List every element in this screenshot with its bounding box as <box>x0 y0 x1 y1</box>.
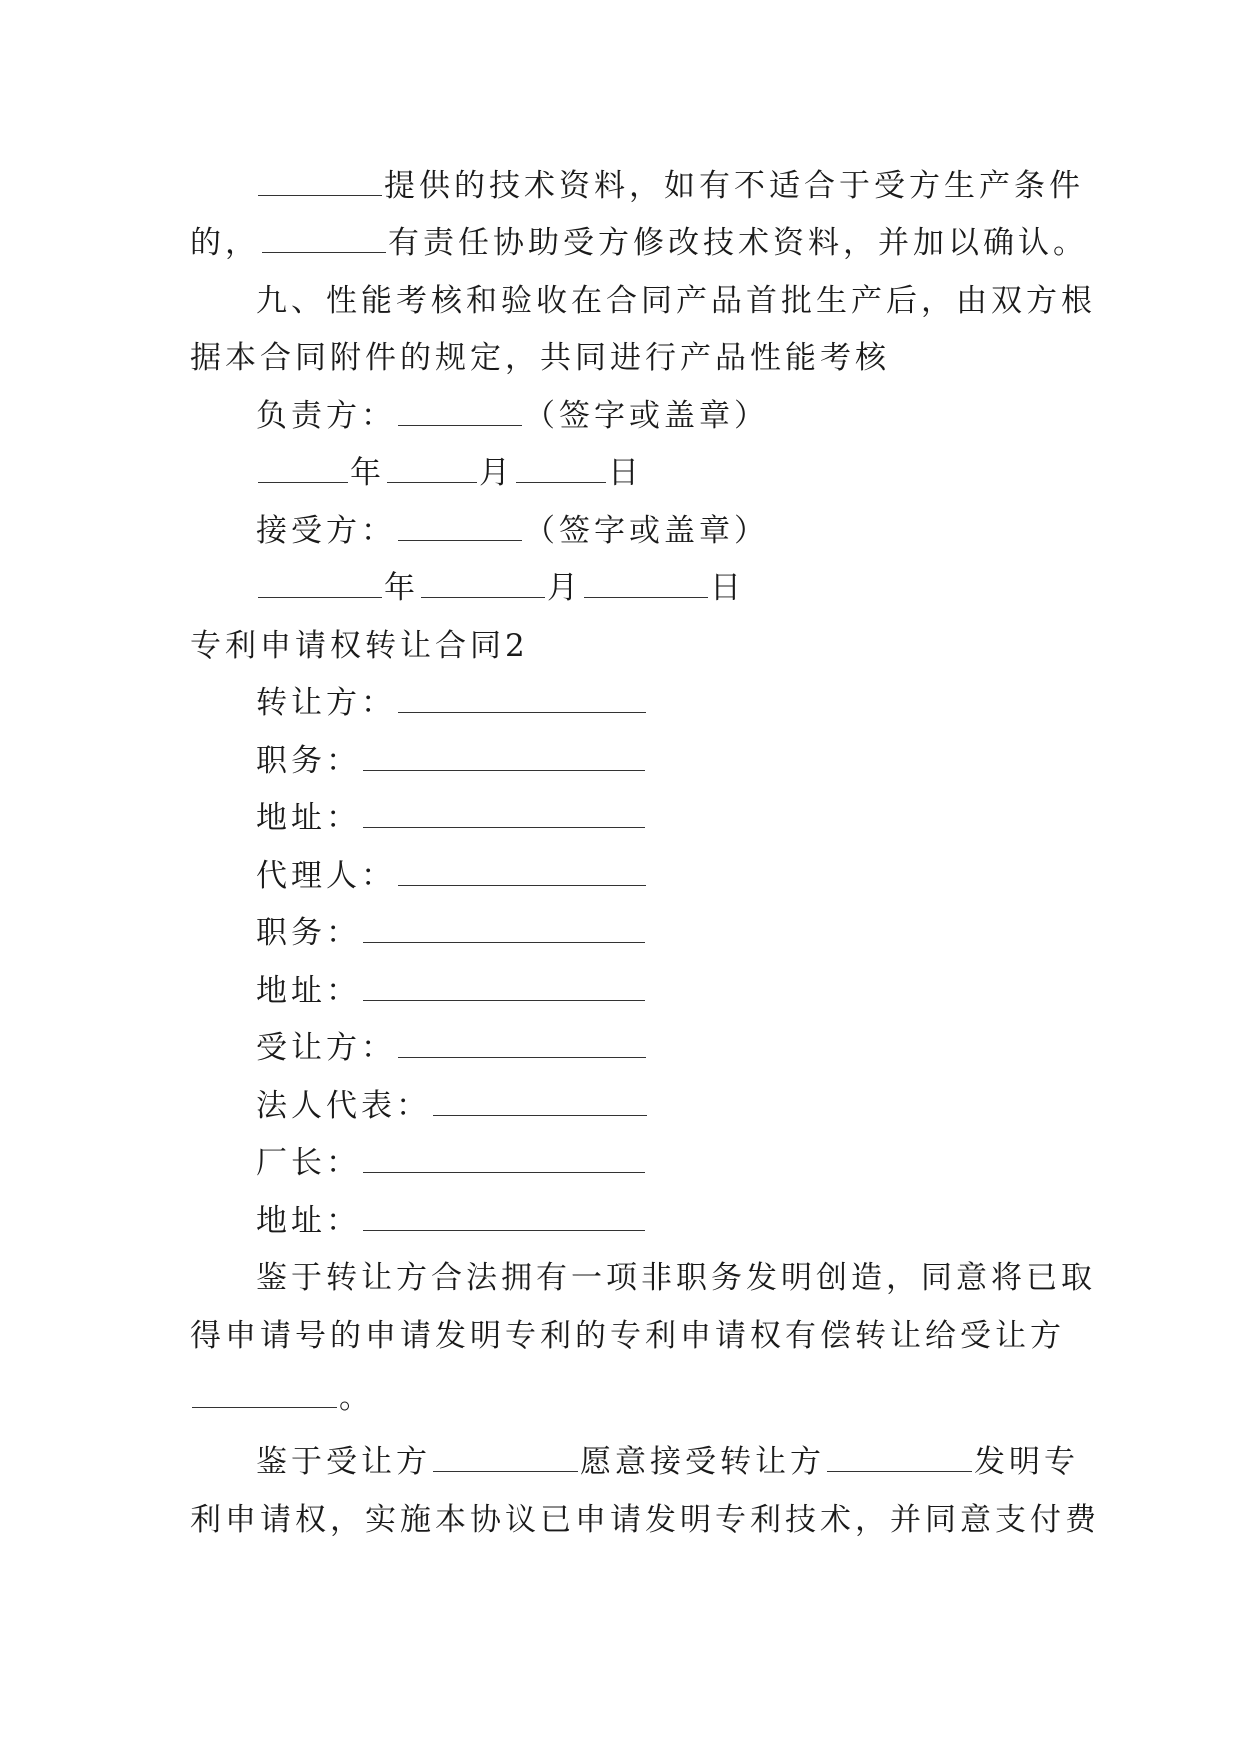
blank-field <box>398 399 522 426</box>
blank-field <box>398 1031 646 1058</box>
field-label: 受让方： <box>256 1030 396 1066</box>
field-label: 代理人： <box>256 858 396 894</box>
text-run: 九、性能考核和验收在合同产品首批生产后，由双方根 <box>256 283 1096 319</box>
form-field-line <box>256 741 647 781</box>
field-label: 转让方： <box>256 685 396 721</box>
text-run: 。 <box>339 1380 374 1416</box>
blank-field <box>398 686 646 713</box>
paragraph-line <box>256 166 1084 206</box>
blank-field <box>421 571 545 598</box>
field-label: 地址： <box>256 973 361 1009</box>
blank-field <box>363 916 645 943</box>
form-field-line <box>256 1201 647 1241</box>
signature-line <box>256 396 769 436</box>
text-run: 的， <box>190 225 260 261</box>
date-line <box>256 568 745 608</box>
field-label: 地址： <box>256 800 361 836</box>
form-field-line <box>256 798 647 838</box>
blank-field <box>363 801 645 828</box>
form-field-line <box>256 1028 648 1068</box>
field-note: （签字或盖章） <box>524 513 769 549</box>
field-label: 地址： <box>256 1203 361 1239</box>
blank-field <box>516 456 606 483</box>
section-title <box>190 626 529 666</box>
blank-field <box>363 744 645 771</box>
paragraph-line <box>256 1442 1079 1482</box>
text-run: 鉴于受让方 <box>256 1444 431 1480</box>
field-label: 负责方： <box>256 398 396 434</box>
blank-field <box>363 1204 645 1231</box>
blank-field <box>258 571 382 598</box>
form-field-line <box>256 913 647 953</box>
blank-field <box>398 514 522 541</box>
field-label: 职务： <box>256 915 361 951</box>
date-month-label: 月 <box>479 455 514 491</box>
text-run: 利申请权，实施本协议已申请发明专利技术，并同意支付费 <box>190 1502 1100 1538</box>
blank-field <box>258 169 382 196</box>
date-year-label: 年 <box>350 455 385 491</box>
blank-field <box>262 226 386 253</box>
date-year-label: 年 <box>384 570 419 606</box>
signature-line <box>256 511 769 551</box>
paragraph-line <box>256 1258 1096 1298</box>
text-run: 有责任协助受方修改技术资料，并加以确认。 <box>388 225 1088 261</box>
blank-field <box>258 456 348 483</box>
paragraph-line <box>190 1378 374 1418</box>
field-label: 法人代表： <box>256 1088 431 1124</box>
blank-field <box>387 456 477 483</box>
field-label: 厂长： <box>256 1145 361 1181</box>
paragraph-line <box>190 1316 1065 1356</box>
form-field-line <box>256 1086 649 1126</box>
paragraph-line <box>190 1500 1100 1540</box>
paragraph-line <box>256 281 1096 321</box>
blank-field <box>192 1381 337 1408</box>
date-line <box>256 453 643 493</box>
field-label: 接受方： <box>256 513 396 549</box>
text-run: 得申请号的申请发明专利的专利申请权有偿转让给受让方 <box>190 1318 1065 1354</box>
date-month-label: 月 <box>547 570 582 606</box>
field-note: （签字或盖章） <box>524 398 769 434</box>
text-run: 发明专 <box>974 1444 1079 1480</box>
section-title-text: 专利申请权转让合同2 <box>190 628 529 664</box>
form-field-line <box>256 683 648 723</box>
form-field-line <box>256 856 648 896</box>
paragraph-line <box>190 223 1088 263</box>
date-day-label: 日 <box>710 570 745 606</box>
date-day-label: 日 <box>608 455 643 491</box>
text-run: 据本合同附件的规定，共同进行产品性能考核 <box>190 340 890 376</box>
text-run: 愿意接受转让方 <box>580 1444 825 1480</box>
blank-field <box>363 974 645 1001</box>
text-run: 提供的技术资料，如有不适合于受方生产条件 <box>384 168 1084 204</box>
blank-field <box>584 571 708 598</box>
blank-field <box>398 859 646 886</box>
text-run: 鉴于转让方合法拥有一项非职务发明创造，同意将已取 <box>256 1260 1096 1296</box>
blank-field <box>827 1445 972 1472</box>
field-label: 职务： <box>256 743 361 779</box>
blank-field <box>363 1146 645 1173</box>
form-field-line <box>256 1143 647 1183</box>
blank-field <box>433 1445 578 1472</box>
blank-field <box>433 1089 647 1116</box>
form-field-line <box>256 971 647 1011</box>
paragraph-line <box>190 338 890 378</box>
